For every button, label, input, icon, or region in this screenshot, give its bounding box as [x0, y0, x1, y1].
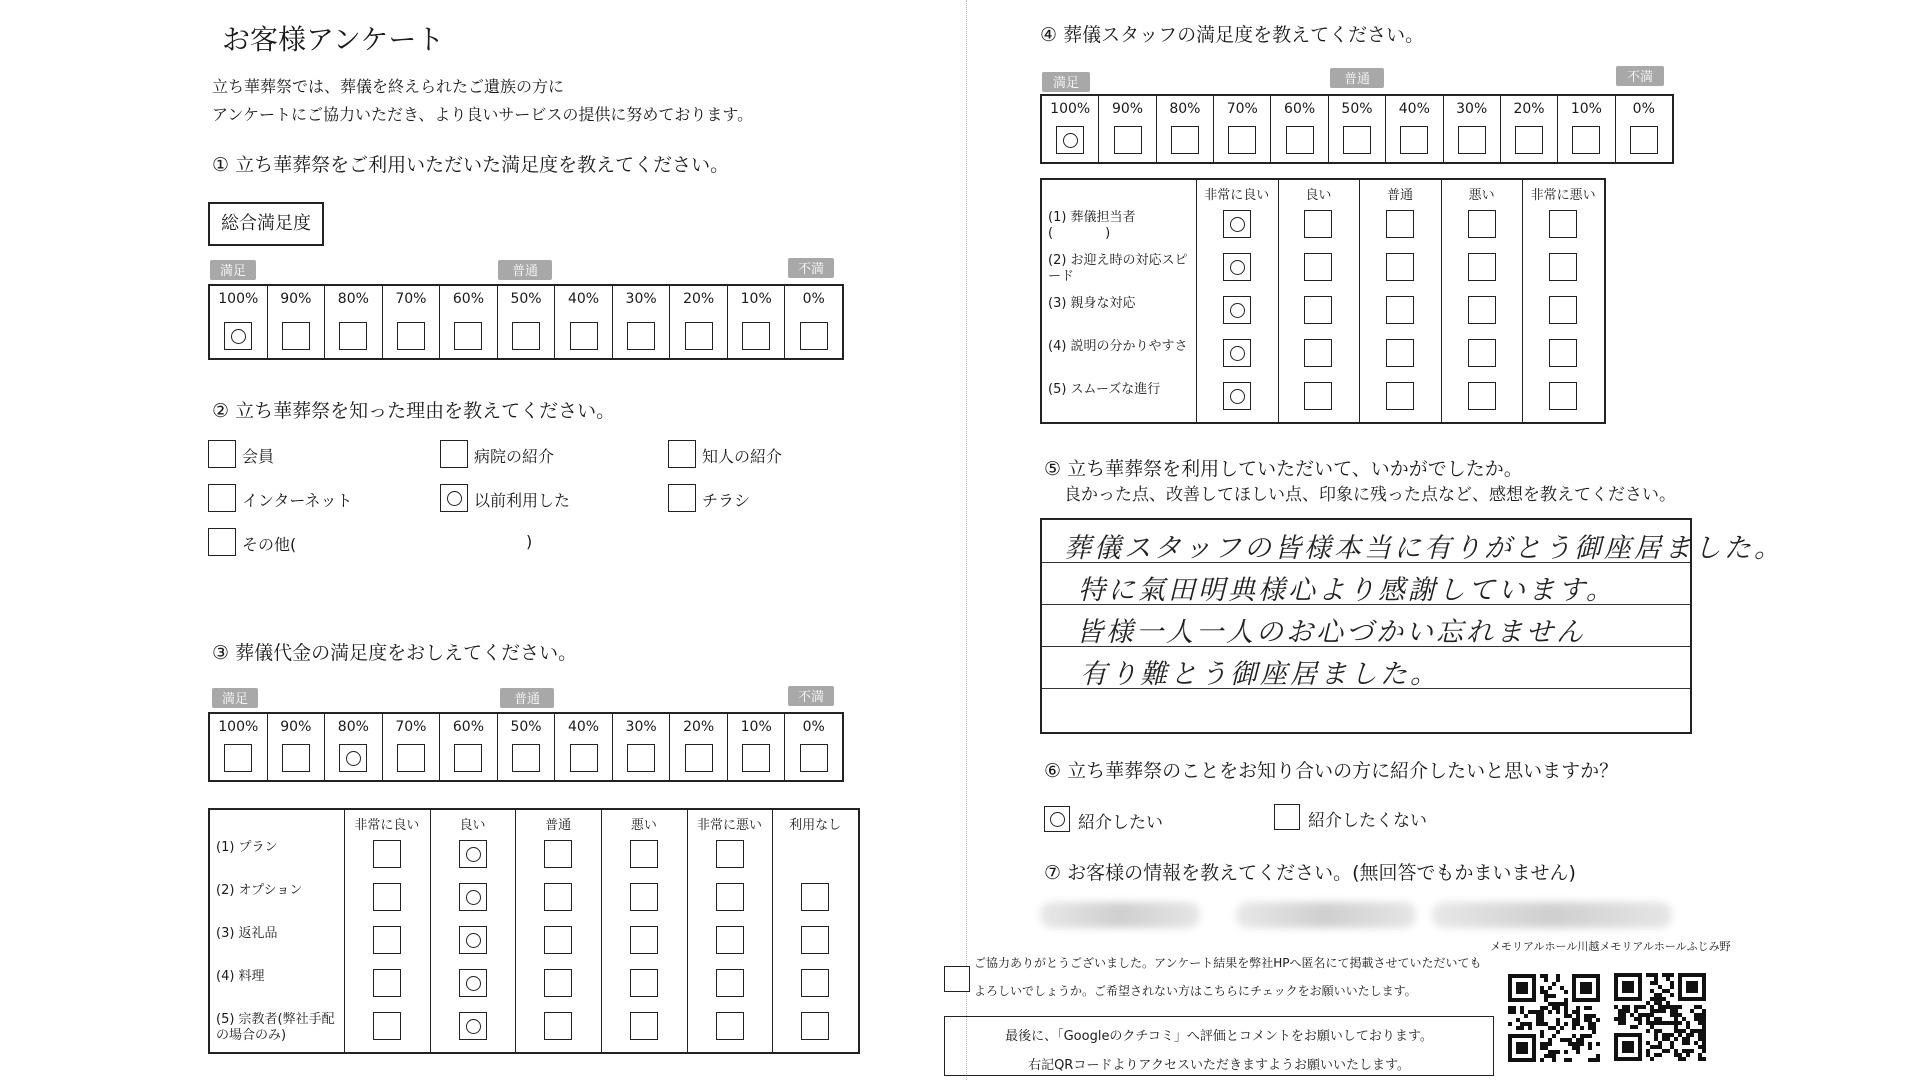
qr-code-icon[interactable]	[1508, 974, 1600, 1062]
q4-percent-label: 20%	[1513, 101, 1545, 117]
tag-neutral: 普通	[1330, 68, 1384, 88]
check-circle-icon	[1230, 217, 1245, 232]
handwritten-comment-line: 皆様一人一人のお心づかい忘れません	[1076, 617, 1586, 648]
q3-row-label: (1) プラン	[216, 840, 278, 855]
q4-checkbox[interactable]	[1114, 126, 1142, 154]
check-circle-icon	[466, 1019, 481, 1034]
q4-rating-checkbox[interactable]	[1549, 296, 1577, 324]
consent-checkbox[interactable]	[944, 966, 970, 992]
q3-column-header: 非常に悪い	[696, 818, 762, 833]
q4-checkbox[interactable]	[1343, 126, 1371, 154]
q4-checkbox[interactable]	[1400, 126, 1428, 154]
q4-percent-scale	[1040, 94, 1674, 164]
q3-col-divider	[687, 810, 688, 1052]
q1-percent-label: 20%	[683, 291, 715, 307]
q4-percent-label: 50%	[1341, 101, 1373, 117]
q4-rating-checkbox[interactable]	[1468, 339, 1496, 367]
q4-rating-checkbox[interactable]	[1223, 296, 1251, 324]
q1-checkbox[interactable]	[454, 322, 482, 350]
tag-neutral: 普通	[500, 688, 554, 708]
recommend-no-checkbox[interactable]	[1274, 804, 1300, 830]
q3-column-header: 良い	[459, 818, 486, 833]
q2-other-checkbox[interactable]	[208, 528, 236, 556]
q3-column-header: 非常に良い	[354, 818, 420, 833]
q2-option-checkbox[interactable]	[208, 484, 236, 512]
q1-cell	[555, 286, 613, 358]
q4-rating-checkbox[interactable]	[1304, 339, 1332, 367]
q4-rating-checkbox[interactable]	[1304, 253, 1332, 281]
redacted-field	[1236, 902, 1416, 928]
q3-rating-checkbox[interactable]	[373, 969, 401, 997]
q3-rating-checkbox[interactable]	[716, 926, 744, 954]
q3-percent-label: 90%	[280, 719, 312, 735]
q4-rating-checkbox[interactable]	[1223, 210, 1251, 238]
q4-checkbox[interactable]	[1056, 126, 1084, 154]
q7-label: ⑦ お客様の情報を教えてください。(無回答でもかまいません)	[1044, 862, 1576, 884]
consent-line-1: ご協力ありがとうございました。アンケート結果を弊社HPへ匿名にて掲載させていただいても	[974, 956, 1482, 970]
q3-rating-checkbox[interactable]	[801, 969, 829, 997]
q4-cell	[1214, 96, 1271, 162]
overall-satisfaction-label: 総合満足度	[208, 202, 324, 246]
q3-rating-checkbox[interactable]	[630, 1012, 658, 1040]
q4-rating-checkbox[interactable]	[1304, 296, 1332, 324]
q1-checkbox[interactable]	[339, 322, 367, 350]
q2-option-label: インターネット	[242, 491, 353, 510]
q5-label: ⑤ 立ち華葬祭を利用していただいて、いかがでしたか。	[1044, 458, 1523, 480]
q4-checkbox[interactable]	[1572, 126, 1600, 154]
q3-col-divider	[515, 810, 516, 1052]
q1-percent-label: 70%	[395, 291, 427, 307]
check-circle-icon	[447, 491, 462, 506]
q4-checkbox[interactable]	[1515, 126, 1543, 154]
q1-checkbox[interactable]	[512, 322, 540, 350]
q3-checkbox[interactable]	[800, 744, 828, 772]
q3-rating-checkbox[interactable]	[801, 1012, 829, 1040]
q2-label: ② 立ち華葬祭を知った理由を教えてください。	[212, 400, 616, 422]
q3-cell	[555, 714, 613, 780]
q3-rating-checkbox[interactable]	[373, 840, 401, 868]
q4-percent-label: 10%	[1570, 101, 1602, 117]
q3-rating-checkbox[interactable]	[544, 840, 572, 868]
comment-box	[1040, 518, 1784, 734]
q4-percent-label: 90%	[1111, 101, 1144, 117]
survey-title: お客様アンケート	[222, 23, 445, 56]
q1-checkbox[interactable]	[224, 322, 252, 350]
q3-percent-label: 80%	[337, 719, 369, 735]
q3-cell	[383, 714, 441, 780]
q3-rating-checkbox[interactable]	[801, 883, 829, 911]
q4-rating-checkbox[interactable]	[1223, 382, 1251, 410]
q4-percent-label: 80%	[1169, 101, 1201, 117]
q3-cell	[728, 714, 786, 780]
q3-rating-checkbox[interactable]	[630, 883, 658, 911]
q2-other-label: その他(	[242, 535, 297, 554]
tag-dissatisfied: 不満	[788, 686, 834, 706]
q4-rating-checkbox[interactable]	[1386, 253, 1414, 281]
q3-row-label: (3) 返礼品	[216, 926, 278, 941]
q3-col-divider	[772, 810, 773, 1052]
q3-checkbox[interactable]	[742, 744, 770, 772]
recommend-yes-checkbox[interactable]	[1044, 806, 1070, 832]
q4-rating-checkbox[interactable]	[1468, 253, 1496, 281]
q3-rating-checkbox[interactable]	[716, 969, 744, 997]
q3-cell	[785, 714, 842, 780]
q4-column-header: 普通	[1386, 188, 1413, 203]
q4-checkbox[interactable]	[1630, 126, 1658, 154]
q2-option-label: 以前利用した	[474, 491, 571, 510]
q4-cell	[1042, 96, 1099, 162]
q1-cell	[613, 286, 671, 358]
q1-percent-label: 60%	[452, 291, 485, 307]
q4-row-label: (3) 親身な対応	[1048, 296, 1136, 311]
q1-percent-label: 30%	[625, 291, 657, 307]
tag-satisfied: 満足	[1042, 72, 1090, 92]
check-circle-icon	[1230, 260, 1245, 275]
q3-rating-checkbox[interactable]	[373, 883, 401, 911]
consent-line-2: よろしいでしょうか。ご希望されない方はこちらにチェックをお願いいたします。	[974, 984, 1417, 998]
q3-checkbox[interactable]	[512, 744, 540, 772]
q4-cell	[1271, 96, 1328, 162]
q4-percent-label: 60%	[1284, 101, 1316, 117]
q4-percent-label: 100%	[1050, 101, 1091, 117]
q1-checkbox[interactable]	[685, 322, 713, 350]
q4-column-header: 悪い	[1468, 188, 1495, 203]
q1-percent-label: 100%	[218, 291, 259, 307]
q3-percent-label: 20%	[683, 719, 715, 735]
q3-cell	[268, 714, 326, 780]
hall-names: メモリアルホール川越メモリアルホールふじみ野	[1490, 940, 1731, 953]
q4-row-label: (4) 説明の分かりやすさ	[1048, 339, 1188, 354]
q1-percent-label: 80%	[337, 291, 369, 307]
q2-other-close: )	[526, 532, 533, 551]
q1-checkbox[interactable]	[742, 322, 770, 350]
q4-checkbox[interactable]	[1171, 126, 1199, 154]
q3-column-header: 悪い	[630, 818, 657, 833]
q1-percent-label: 50%	[510, 291, 542, 307]
q3-col-divider	[344, 810, 345, 1052]
q4-cell	[1616, 96, 1672, 162]
q4-rating-grid	[1040, 178, 1606, 424]
q1-cell	[210, 286, 268, 358]
q3-rating-checkbox[interactable]	[716, 840, 744, 868]
q4-cell	[1157, 96, 1214, 162]
q4-cell	[1558, 96, 1615, 162]
q2-option-checkbox[interactable]	[440, 440, 468, 468]
footer-line-2: 右記QRコードよりアクセスいただきますようお願いいたします。	[1028, 1058, 1410, 1073]
q3-rating-checkbox[interactable]	[459, 840, 487, 868]
q2-option-checkbox[interactable]	[668, 484, 696, 512]
q3-rating-checkbox[interactable]	[801, 926, 829, 954]
qr-code-icon[interactable]	[1614, 972, 1706, 1062]
q3-rating-checkbox[interactable]	[630, 840, 658, 868]
q4-cell	[1501, 96, 1558, 162]
q6-label: ⑥ 立ち華葬祭のことをお知り合いの方に紹介したいと思いますか？	[1044, 760, 1619, 782]
q4-col-divider	[1522, 180, 1523, 422]
q3-checkbox[interactable]	[339, 744, 367, 772]
q3-rating-checkbox[interactable]	[544, 1012, 572, 1040]
q4-rating-checkbox[interactable]	[1468, 296, 1496, 324]
q3-cell	[325, 714, 383, 780]
q3-rating-checkbox[interactable]	[630, 926, 658, 954]
recommend-no-label: 紹介したくない	[1308, 811, 1427, 831]
check-circle-icon	[466, 847, 481, 862]
q3-checkbox[interactable]	[627, 744, 655, 772]
q4-rating-checkbox[interactable]	[1549, 382, 1577, 410]
q3-percent-label: 40%	[567, 719, 600, 735]
q1-checkbox[interactable]	[282, 322, 310, 350]
q1-cell	[325, 286, 383, 358]
handwritten-comment-line: 有り難とう御座居ました。	[1080, 659, 1440, 690]
check-circle-icon	[231, 329, 246, 344]
q3-cell	[440, 714, 498, 780]
q3-cell	[613, 714, 671, 780]
redacted-field	[1432, 902, 1672, 928]
q2-option-checkbox[interactable]	[668, 440, 696, 468]
check-circle-icon	[1230, 303, 1245, 318]
recommend-yes-label: 紹介したい	[1078, 813, 1163, 833]
q3-row-label: (4) 料理	[216, 969, 265, 984]
intro-line-2: アンケートにご協力いただき、より良いサービスの提供に努めております。	[212, 105, 754, 124]
q3-row-label: (5) 宗教者(弊社手配の場合のみ)	[216, 1012, 335, 1043]
q2-option-checkbox[interactable]	[208, 440, 236, 468]
q3-row-label: (2) オプション	[216, 883, 303, 898]
q1-cell	[440, 286, 498, 358]
q4-column-header: 非常に良い	[1204, 188, 1270, 203]
q2-option-label: 病院の紹介	[474, 447, 555, 466]
q1-cell	[728, 286, 786, 358]
q1-cell	[268, 286, 326, 358]
intro-line-1: 立ち華葬祭では、葬儀を終えられたご遺族の方に	[212, 77, 565, 96]
q4-percent-label: 40%	[1398, 101, 1430, 117]
q4-row-label: (2) お迎え時の対応スピード	[1048, 253, 1188, 284]
q3-checkbox[interactable]	[224, 744, 252, 772]
q3-rating-checkbox[interactable]	[716, 1012, 744, 1040]
q3-rating-checkbox[interactable]	[630, 969, 658, 997]
q4-col-divider	[1359, 180, 1360, 422]
check-circle-icon	[466, 976, 481, 991]
q3-checkbox[interactable]	[685, 744, 713, 772]
q4-rating-checkbox[interactable]	[1386, 210, 1414, 238]
q3-column-header: 利用なし	[789, 818, 842, 833]
q2-option-label: 知人の紹介	[702, 447, 783, 466]
q4-row-label: (5) スムーズな進行	[1048, 382, 1161, 397]
q4-percent-label: 70%	[1226, 101, 1258, 117]
q3-rating-checkbox[interactable]	[544, 969, 572, 997]
q1-cell	[498, 286, 556, 358]
q3-checkbox[interactable]	[570, 744, 598, 772]
q2-option-label: チラシ	[702, 491, 751, 510]
q4-cell	[1444, 96, 1501, 162]
q1-percent-label: 40%	[567, 291, 600, 307]
q3-rating-grid	[208, 808, 860, 1054]
q4-percent-label: 30%	[1456, 101, 1488, 117]
tag-dissatisfied: 不満	[788, 258, 834, 278]
q2-option-checkbox[interactable]	[440, 484, 468, 512]
check-circle-icon	[1230, 389, 1245, 404]
q4-rating-checkbox[interactable]	[1386, 339, 1414, 367]
q3-percent-label: 30%	[625, 719, 657, 735]
q4-cell	[1329, 96, 1386, 162]
q3-rating-checkbox[interactable]	[373, 1012, 401, 1040]
tag-neutral: 普通	[498, 260, 552, 280]
q3-percent-label: 70%	[395, 719, 427, 735]
q3-cell	[210, 714, 268, 780]
q4-rating-checkbox[interactable]	[1549, 210, 1577, 238]
q1-percent-scale	[208, 284, 844, 360]
q4-rating-checkbox[interactable]	[1468, 382, 1496, 410]
redacted-field	[1040, 902, 1200, 928]
q4-col-divider	[1278, 180, 1279, 422]
q3-percent-label: 50%	[510, 719, 542, 735]
q4-rating-checkbox[interactable]	[1549, 339, 1577, 367]
tag-dissatisfied: 不満	[1616, 66, 1664, 86]
q4-row-label: (1) 葬儀担当者 ( )	[1048, 210, 1136, 241]
q3-rating-checkbox[interactable]	[373, 926, 401, 954]
tag-satisfied: 満足	[212, 688, 258, 708]
q3-rating-checkbox[interactable]	[459, 926, 487, 954]
q3-cell	[498, 714, 556, 780]
q3-checkbox[interactable]	[454, 744, 482, 772]
q4-col-divider	[1196, 180, 1197, 422]
check-circle-icon	[1230, 346, 1245, 361]
q4-rating-checkbox[interactable]	[1223, 339, 1251, 367]
q4-checkbox[interactable]	[1228, 126, 1256, 154]
q3-column-header: 普通	[545, 818, 572, 833]
q4-checkbox[interactable]	[1458, 126, 1486, 154]
q1-checkbox[interactable]	[627, 322, 655, 350]
q3-col-divider	[601, 810, 602, 1052]
footer-line-1: 最後に、「Googleのクチコミ」へ評価とコメントをお願いしております。	[1005, 1029, 1433, 1044]
q4-label: ④ 葬儀スタッフの満足度を教えてください。	[1040, 24, 1425, 46]
q3-cell	[670, 714, 728, 780]
q3-checkbox[interactable]	[282, 744, 310, 772]
tag-satisfied: 満足	[210, 260, 256, 280]
q3-checkbox[interactable]	[397, 744, 425, 772]
q1-percent-label: 0%	[802, 291, 825, 307]
q1-checkbox[interactable]	[397, 322, 425, 350]
q3-percent-label: 100%	[218, 719, 259, 735]
footer-box	[944, 1016, 1494, 1076]
q3-rating-checkbox[interactable]	[459, 1012, 487, 1040]
q4-rating-checkbox[interactable]	[1386, 296, 1414, 324]
handwritten-comment-line: 特に氣田明典様心より感謝しています。	[1078, 575, 1616, 606]
q3-rating-checkbox[interactable]	[544, 926, 572, 954]
q4-rating-checkbox[interactable]	[1304, 210, 1332, 238]
q1-label: ① 立ち華葬祭をご利用いただいた満足度を教えてください。	[212, 154, 730, 176]
q3-label: ③ 葬儀代金の満足度をおしえてください。	[212, 642, 578, 664]
q4-cell	[1386, 96, 1443, 162]
q4-column-header: 良い	[1305, 188, 1332, 203]
q4-column-header: 非常に悪い	[1530, 188, 1596, 203]
q3-rating-checkbox[interactable]	[544, 883, 572, 911]
q3-percent-label: 60%	[452, 719, 485, 735]
q3-rating-checkbox[interactable]	[716, 883, 744, 911]
q3-percent-label: 0%	[802, 719, 825, 735]
check-circle-icon	[466, 933, 481, 948]
q1-percent-label: 10%	[740, 291, 772, 307]
q1-cell	[785, 286, 842, 358]
q4-rating-checkbox[interactable]	[1223, 253, 1251, 281]
q3-percent-label: 10%	[740, 719, 772, 735]
q1-cell	[670, 286, 728, 358]
q1-checkbox[interactable]	[570, 322, 598, 350]
q2-options	[208, 440, 828, 560]
check-circle-icon	[1063, 133, 1078, 148]
q4-rating-checkbox[interactable]	[1386, 382, 1414, 410]
check-circle-icon	[346, 751, 361, 766]
q4-col-divider	[1441, 180, 1442, 422]
q3-rating-checkbox[interactable]	[459, 969, 487, 997]
q3-percent-scale	[208, 712, 844, 782]
q5-sub: 良かった点、改善してほしい点、印象に残った点など、感想を教えてください。	[1064, 485, 1676, 505]
q3-rating-checkbox[interactable]	[459, 883, 487, 911]
q4-percent-label: 0%	[1632, 101, 1655, 117]
q1-checkbox[interactable]	[800, 322, 828, 350]
handwritten-comment-line: 葬儀スタッフの皆様本当に有りがとう御座居ました。	[1064, 533, 1784, 564]
q1-percent-label: 90%	[280, 291, 312, 307]
q4-checkbox[interactable]	[1286, 126, 1314, 154]
q4-rating-checkbox[interactable]	[1549, 253, 1577, 281]
page-divider	[966, 0, 967, 1080]
q4-rating-checkbox[interactable]	[1468, 210, 1496, 238]
check-circle-icon	[466, 890, 481, 905]
q3-col-divider	[430, 810, 431, 1052]
q4-cell	[1099, 96, 1156, 162]
q2-option-label: 会員	[242, 447, 275, 466]
q4-rating-checkbox[interactable]	[1304, 382, 1332, 410]
q1-cell	[383, 286, 441, 358]
